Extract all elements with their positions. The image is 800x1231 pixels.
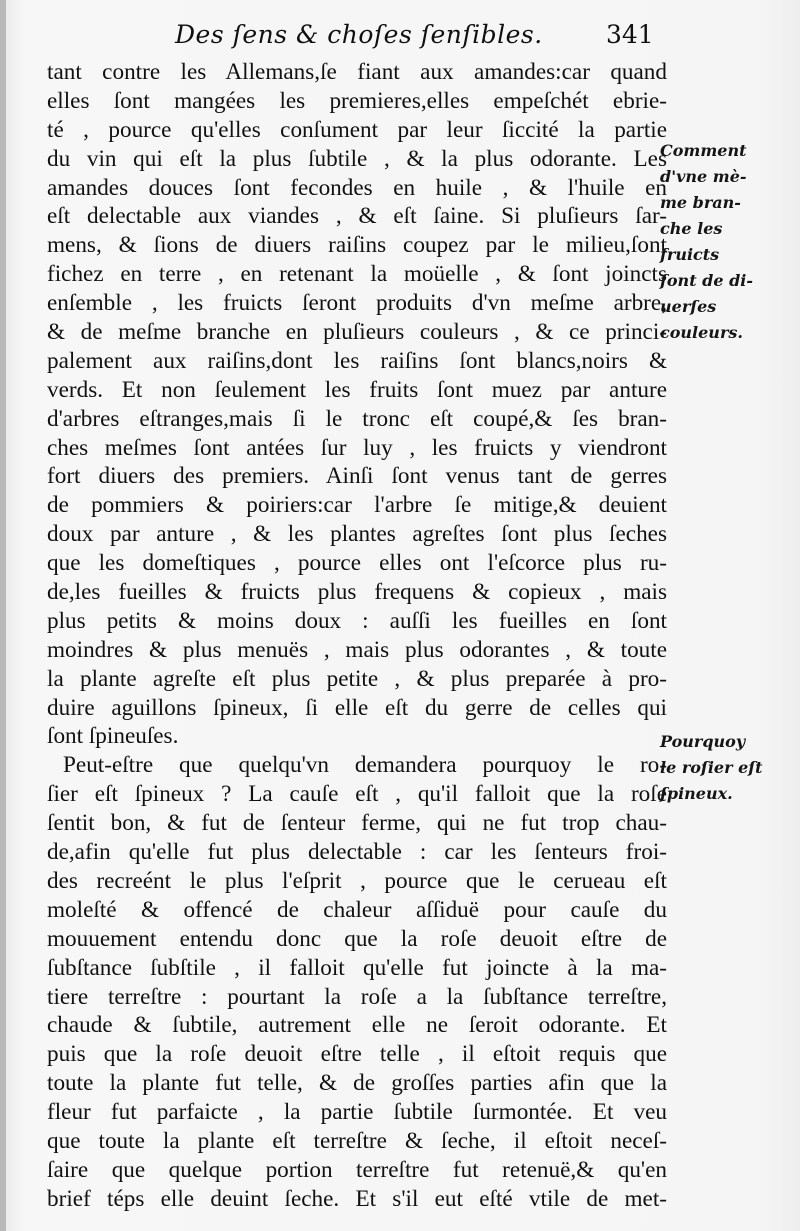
margin-note-line: d'vne mè-	[660, 167, 747, 186]
text-line: elles ſont mangées les premieres,elles empeſchét ebrie-	[47, 87, 667, 114]
text-line: fleur fut parfaicte , la partie ſubtile ſurmontée. Et veu	[47, 1099, 667, 1126]
margin-note-line: Pourquoy	[660, 732, 746, 751]
text-line: ſentit bon, & fut de ſenteur ferme, qui ne fut trop chau-	[47, 810, 667, 837]
text-line: palement aux raiſins,dont les raiſins ſont blancs,noirs &	[47, 347, 667, 374]
text-line: que toute la plante eſt terreſtre & ſeche, il eſtoit neceſ-	[47, 1127, 667, 1154]
text-line: mouuement entendu donc que la roſe deuoit eſtre de	[47, 925, 667, 952]
text-line: enſemble , les fruicts ſeront produits d'vn meſme arbre,	[47, 290, 667, 317]
margin-note-line: ſont de di-	[660, 271, 753, 290]
running-title: Des ſens & choſes ſenſibles.	[175, 20, 543, 49]
margin-note-line: che les	[660, 219, 723, 238]
text-line: Peut-eſtre que quelqu'vn demandera pourquoy le ro-	[63, 752, 667, 779]
text-line: plus petits & moins doux : auſſi les fueilles en ſont	[47, 607, 667, 634]
margin-note-line: uerſes	[660, 297, 717, 316]
text-line: doux par anture , & les plantes agreſtes ſont plus ſeches	[47, 521, 667, 548]
text-line: de,les fueilles & fruicts plus frequens & copieux , mais	[47, 579, 667, 606]
text-line: chaude & ſubtile, autrement elle ne ſeroit odorante. Et	[47, 1012, 667, 1039]
text-line: eſt delectable aux viandes , & eſt ſaine. Si pluſieurs ſar-	[47, 203, 667, 230]
main-text-block	[47, 58, 667, 1214]
text-line: duire aguillons ſpineux, ſi elle eſt du gerre de celles qui	[47, 694, 667, 721]
text-line: amandes douces ſont fecondes en huile , & l'huile en	[47, 174, 667, 201]
text-line: des recreént le plus l'eſprit , pource que le cerueau eſt	[47, 867, 667, 894]
text-line: puis que la roſe deuoit eſtre telle , il eſtoit requis que	[47, 1041, 667, 1068]
text-line: fort diuers des premiers. Ainſi ſont venus tant de gerres	[47, 463, 667, 490]
text-line: tiere terreſtre : pourtant la roſe a la ſubſtance terreſtre,	[47, 983, 667, 1010]
page-number: 341	[606, 20, 654, 49]
text-line: de pommiers & poiriers:car l'arbre ſe mitige,& deuient	[47, 492, 667, 519]
text-line: ches meſmes ſont antées ſur luy , les fruicts y viendront	[47, 434, 667, 461]
margin-note-line: Comment	[660, 141, 747, 160]
text-line: du vin qui eſt la plus ſubtile , & la plus odorante. Les	[47, 145, 667, 172]
text-line: moleſté & offencé de chaleur aſſiduë pour cauſe du	[47, 896, 667, 923]
text-line: de,afin qu'elle fut plus delectable : car les ſenteurs froi-	[47, 839, 667, 866]
text-line: tant contre les Allemans,ſe fiant aux amandes:car quand	[47, 59, 667, 85]
text-line: té , pource qu'elles conſument par leur ſiccité la partie	[47, 116, 667, 143]
text-line: ſier eſt ſpineux ? La cauſe eſt , qu'il falloit que la roſe	[47, 781, 667, 808]
text-line: ſont ſpineuſes.	[47, 723, 179, 750]
margin-note-line: le roſier eſt	[660, 758, 763, 777]
margin-note-line: ſpineux.	[660, 784, 733, 803]
text-line: mens, & ſions de diuers raiſins coupez par le milieu,ſont	[47, 232, 667, 259]
margin-note-line: couleurs.	[660, 323, 743, 342]
text-line: ſaire que quelque portion terreſtre fut retenuë,& qu'en	[47, 1156, 667, 1183]
text-line: & de meſme branche en pluſieurs couleurs , & ce princi-	[47, 319, 667, 346]
text-line: verds. Et non ſeulement les fruits ſont muez par anture	[47, 376, 667, 403]
text-line: la plante agreſte eſt plus petite , & plus preparée à pro-	[47, 665, 667, 692]
text-line: d'arbres eſtranges,mais ſi le tronc eſt coupé,& ſes bran-	[47, 405, 667, 432]
text-line: moindres & plus menuës , mais plus odorantes , & toute	[47, 636, 667, 663]
margin-note-branches	[660, 138, 798, 346]
text-line: fichez en terre , en retenant la moüelle , & ſont joincts	[47, 261, 667, 288]
text-line: toute la plante fut telle, & de groſſes parties afin que la	[47, 1070, 667, 1097]
text-line: ſubſtance ſubſtile , il falloit qu'elle fut joincte à la ma-	[47, 954, 667, 981]
margin-note-line: me bran-	[660, 193, 741, 212]
margin-note-rose	[660, 729, 798, 807]
page-binding-edge	[0, 0, 6, 1231]
margin-note-line: fruicts	[660, 245, 720, 264]
text-line: brief téps elle deuint ſeche. Et s'il eut eſté vtile de met-	[47, 1185, 667, 1212]
text-line: que les domeſtiques , pource elles ont l'eſcorce plus ru-	[47, 550, 667, 577]
